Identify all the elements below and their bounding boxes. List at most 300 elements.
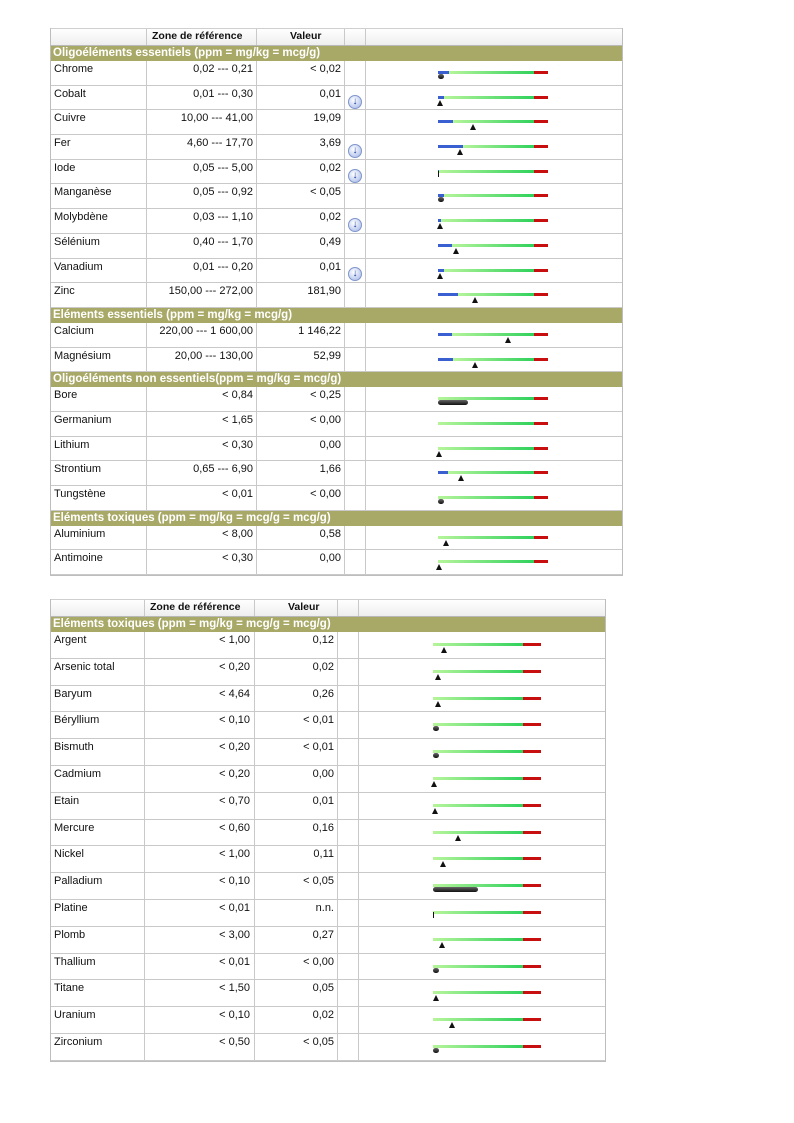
- table-row: [51, 632, 605, 659]
- reference-range: < 0,50: [219, 1035, 250, 1048]
- high-range-segment: [534, 170, 548, 173]
- normal-range-segment: [453, 120, 534, 123]
- high-range-segment: [534, 536, 548, 539]
- value-marker-icon: [433, 968, 439, 973]
- value-marker-icon: [443, 540, 449, 546]
- reference-range: < 0,20: [219, 767, 250, 780]
- header-ref-label: Zone de référence: [152, 30, 243, 42]
- range-bar: [438, 120, 548, 123]
- normal-range-segment: [433, 643, 523, 646]
- measured-value: < 0,01: [303, 714, 334, 727]
- range-bar: [438, 496, 548, 499]
- element-name: Chrome: [54, 63, 94, 75]
- reference-range: 0,01 --- 0,30: [193, 87, 253, 100]
- reference-range: < 0,84: [222, 389, 253, 402]
- normal-range-segment: [438, 536, 534, 539]
- element-name: Germanium: [54, 413, 112, 426]
- element-name: Iode: [54, 161, 76, 174]
- table-row: [51, 259, 622, 284]
- table-row: [51, 712, 605, 739]
- measured-value: 0,27: [312, 928, 334, 941]
- measured-value: < 0,05: [303, 1035, 334, 1048]
- element-name: Tungstène: [54, 488, 106, 500]
- low-range-segment: [438, 145, 463, 148]
- element-name: Sélénium: [54, 235, 100, 248]
- range-bar: [438, 244, 548, 247]
- range-bar: [438, 536, 548, 539]
- measured-value: < 0,05: [303, 875, 334, 888]
- reference-range: < 1,65: [222, 413, 253, 426]
- measured-value: 0,58: [319, 527, 341, 540]
- range-bar: [438, 71, 548, 74]
- element-name: Fer: [54, 137, 71, 150]
- high-range-segment: [534, 333, 548, 336]
- high-range-segment: [523, 1045, 541, 1048]
- range-bar: [433, 1045, 541, 1048]
- element-name: Bismuth: [54, 741, 94, 754]
- value-marker-icon: [433, 753, 439, 758]
- table-header: [51, 28, 622, 46]
- element-name: Uranium: [54, 1009, 96, 1022]
- normal-range-segment: [433, 777, 523, 780]
- high-range-segment: [534, 244, 548, 247]
- table-row: [51, 739, 605, 766]
- table-row: [51, 234, 622, 259]
- reference-range: < 0,20: [219, 741, 250, 754]
- value-marker-icon: [435, 701, 441, 707]
- normal-range-segment: [439, 170, 534, 173]
- measured-value: 0,00: [319, 438, 341, 451]
- range-bar: [438, 170, 548, 173]
- value-marker-icon: [455, 835, 461, 841]
- table-row: [51, 820, 605, 847]
- range-bar: [438, 333, 548, 336]
- table-row: [51, 954, 605, 981]
- normal-range-segment: [452, 244, 534, 247]
- section-header: Eléments toxiques (ppm = mg/kg = mcg/g = mcg/g): [51, 617, 605, 632]
- low-range-segment: [438, 333, 452, 336]
- normal-range-segment: [433, 723, 523, 726]
- element-name: Etain: [54, 794, 80, 807]
- normal-range-segment: [433, 804, 523, 807]
- element-name: Lithium: [54, 438, 90, 451]
- value-marker-icon: [436, 564, 442, 570]
- element-name: Vanadium: [54, 260, 103, 273]
- value-marker-icon: [436, 451, 442, 457]
- table-row: [51, 526, 622, 551]
- value-marker-icon: [433, 995, 439, 1001]
- measured-value: 0,00: [319, 552, 341, 565]
- normal-range-segment: [433, 750, 523, 753]
- range-bar: [438, 269, 548, 272]
- range-bar: [438, 293, 548, 296]
- table-row: [51, 86, 622, 111]
- normal-range-segment: [433, 991, 523, 994]
- reference-range: 20,00 --- 130,00: [174, 349, 253, 362]
- element-name: Nickel: [54, 848, 84, 861]
- high-range-segment: [534, 560, 548, 563]
- normal-range-segment: [438, 447, 534, 450]
- measured-value: 181,90: [307, 285, 341, 298]
- element-name: Strontium: [54, 463, 102, 476]
- arrow-down-icon: ↓: [348, 144, 362, 158]
- table-row: [51, 1007, 605, 1034]
- element-name: Arsenic total: [54, 660, 115, 673]
- header-value-label: Valeur: [288, 601, 320, 613]
- value-marker-icon: [437, 100, 443, 106]
- element-name: Titane: [54, 982, 85, 995]
- low-range-segment: [438, 471, 448, 474]
- element-name: Manganèse: [54, 186, 112, 199]
- reference-range: < 0,20: [219, 660, 250, 673]
- low-range-segment: [438, 244, 452, 247]
- normal-range-segment: [444, 269, 534, 272]
- element-name: Platine: [54, 901, 88, 914]
- reference-range: 0,65 --- 6,90: [193, 463, 253, 476]
- measured-value: 0,12: [312, 634, 334, 646]
- measured-value: 0,01: [312, 794, 334, 807]
- range-bar: [433, 670, 541, 673]
- element-name: Mercure: [54, 821, 95, 834]
- high-range-segment: [534, 358, 548, 361]
- table-row: [51, 1034, 605, 1061]
- measured-value: 1 146,22: [298, 324, 341, 337]
- table-row: [51, 846, 605, 873]
- normal-range-segment: [444, 96, 534, 99]
- reference-range: < 0,01: [219, 955, 250, 968]
- range-bar: [438, 447, 548, 450]
- reference-range: < 0,10: [219, 714, 250, 727]
- range-bar: [438, 422, 548, 425]
- element-name: Zinc: [54, 285, 75, 298]
- range-bar: [438, 219, 548, 222]
- value-marker-icon: [441, 647, 447, 653]
- range-bar: [433, 643, 541, 646]
- value-marker-icon: [433, 726, 439, 731]
- high-range-segment: [523, 777, 541, 780]
- normal-range-segment: [452, 333, 534, 336]
- value-marker-icon: [437, 223, 443, 229]
- range-bar: [433, 777, 541, 780]
- value-marker-icon: [458, 475, 464, 481]
- measured-value: 0,49: [319, 235, 341, 248]
- high-range-segment: [523, 643, 541, 646]
- value-marker-icon: [438, 171, 439, 177]
- normal-range-segment: [433, 857, 523, 860]
- table-row: [51, 686, 605, 713]
- section-header: Eléments toxiques (ppm = mg/kg = mcg/g = mcg/g): [51, 511, 622, 526]
- arrow-down-icon: ↓: [348, 95, 362, 109]
- element-name: Bore: [54, 389, 78, 402]
- table-row: [51, 793, 605, 820]
- range-bar: [433, 750, 541, 753]
- measured-value: 0,02: [312, 660, 334, 673]
- value-marker-icon: [438, 74, 444, 79]
- low-range-segment: [438, 358, 453, 361]
- value-marker-icon: [457, 149, 463, 155]
- high-range-segment: [534, 194, 548, 197]
- measured-value: 0,02: [319, 211, 341, 224]
- table-header: [51, 599, 605, 617]
- measured-value: 0,26: [312, 687, 334, 700]
- normal-range-segment: [433, 697, 523, 700]
- value-marker-icon: [433, 887, 478, 892]
- range-bar: [438, 194, 548, 197]
- element-name: Calcium: [54, 324, 94, 337]
- reference-range: 0,40 --- 1,70: [193, 235, 253, 248]
- table-row: [51, 659, 605, 686]
- element-name: Baryum: [54, 687, 92, 700]
- high-range-segment: [523, 804, 541, 807]
- header-value-label: Valeur: [290, 30, 322, 42]
- normal-range-segment: [438, 422, 534, 425]
- high-range-segment: [523, 938, 541, 941]
- measured-value: 52,99: [313, 349, 341, 362]
- high-range-segment: [534, 447, 548, 450]
- value-marker-icon: [505, 337, 511, 343]
- range-bar: [433, 857, 541, 860]
- low-range-segment: [438, 293, 458, 296]
- high-range-segment: [534, 471, 548, 474]
- high-range-segment: [534, 269, 548, 272]
- reference-range: 0,03 --- 1,10: [193, 211, 253, 224]
- table-row: [51, 927, 605, 954]
- normal-range-segment: [433, 911, 523, 914]
- high-range-segment: [523, 911, 541, 914]
- value-marker-icon: [439, 942, 445, 948]
- section-header: Oligoéléments non essentiels(ppm = mg/kg = mcg/g): [51, 372, 622, 387]
- measured-value: < 0,00: [303, 955, 334, 968]
- measured-value: < 0,05: [310, 186, 341, 199]
- reference-range: 150,00 --- 272,00: [168, 285, 253, 298]
- measured-value: 0,11: [313, 848, 334, 861]
- measured-value: 3,69: [319, 137, 341, 150]
- low-range-segment: [438, 120, 453, 123]
- measured-value: 0,02: [312, 1009, 334, 1022]
- element-name: Aluminium: [54, 527, 106, 540]
- measured-value: 0,05: [312, 982, 334, 995]
- element-name: Molybdène: [54, 211, 108, 224]
- range-bar: [438, 560, 548, 563]
- element-name: Antimoine: [54, 552, 103, 565]
- range-bar: [433, 723, 541, 726]
- range-bar: [433, 965, 541, 968]
- element-name: Thallium: [54, 955, 96, 968]
- reference-range: 4,60 --- 17,70: [186, 137, 253, 150]
- table-row: [51, 348, 622, 373]
- table-row: [51, 135, 622, 160]
- range-bar: [433, 1018, 541, 1021]
- range-bar: [433, 938, 541, 941]
- table-row: [51, 209, 622, 234]
- range-bar: [433, 831, 541, 834]
- table-row: [51, 486, 622, 511]
- value-marker-icon: [440, 861, 446, 867]
- reference-range: < 8,00: [222, 527, 253, 540]
- table-row: [51, 387, 622, 412]
- high-range-segment: [534, 397, 548, 400]
- high-range-segment: [534, 120, 548, 123]
- reference-range: < 0,01: [219, 901, 250, 914]
- normal-range-segment: [433, 965, 523, 968]
- measured-value: n.n.: [315, 901, 334, 914]
- table-row: [51, 412, 622, 437]
- trace-elements-table-2: [50, 599, 606, 1062]
- element-name: Cadmium: [54, 767, 102, 780]
- range-bar: [438, 96, 548, 99]
- reference-range: 0,05 --- 0,92: [193, 186, 253, 199]
- element-name: Palladium: [54, 875, 103, 888]
- table-row: [51, 61, 622, 86]
- measured-value: 0,16: [312, 821, 334, 834]
- value-marker-icon: [472, 297, 478, 303]
- value-marker-icon: [433, 912, 434, 918]
- table-row: [51, 873, 605, 900]
- value-marker-icon: [438, 499, 444, 504]
- range-bar: [433, 911, 541, 914]
- value-marker-icon: [431, 781, 437, 787]
- section-header: Oligoéléments essentiels (ppm = mg/kg = mcg/g): [51, 46, 622, 61]
- reference-range: 0,05 --- 5,00: [193, 161, 253, 174]
- reference-range: 10,00 --- 41,00: [180, 112, 253, 125]
- high-range-segment: [523, 831, 541, 834]
- measured-value: 19,09: [313, 112, 341, 125]
- high-range-segment: [523, 884, 541, 887]
- section-header: Eléments essentiels (ppm = mg/kg = mcg/g): [51, 308, 622, 323]
- normal-range-segment: [433, 670, 523, 673]
- high-range-segment: [534, 496, 548, 499]
- value-marker-icon: [435, 674, 441, 680]
- normal-range-segment: [438, 496, 534, 499]
- table-row: [51, 184, 622, 209]
- normal-range-segment: [433, 831, 523, 834]
- table-row: [51, 980, 605, 1007]
- reference-range: < 0,01: [222, 488, 253, 500]
- arrow-down-icon: ↓: [348, 267, 362, 281]
- reference-range: < 0,60: [219, 821, 250, 834]
- value-marker-icon: [438, 400, 468, 405]
- table-row: [51, 283, 622, 308]
- normal-range-segment: [433, 1018, 523, 1021]
- reference-range: < 0,30: [222, 552, 253, 565]
- normal-range-segment: [458, 293, 534, 296]
- normal-range-segment: [444, 194, 534, 197]
- high-range-segment: [534, 71, 548, 74]
- table-row: [51, 461, 622, 486]
- high-range-segment: [523, 1018, 541, 1021]
- table-row: [51, 437, 622, 462]
- high-range-segment: [534, 219, 548, 222]
- normal-range-segment: [449, 71, 534, 74]
- reference-range: < 1,50: [219, 982, 250, 995]
- table-row: [51, 110, 622, 135]
- normal-range-segment: [438, 560, 534, 563]
- high-range-segment: [523, 750, 541, 753]
- table-row: [51, 160, 622, 185]
- measured-value: < 0,00: [310, 413, 341, 426]
- measured-value: 1,66: [319, 463, 341, 476]
- range-bar: [438, 471, 548, 474]
- value-marker-icon: [437, 273, 443, 279]
- measured-value: 0,00: [312, 767, 334, 780]
- table-row: [51, 323, 622, 348]
- trace-elements-table-1: [50, 28, 623, 576]
- reference-range: < 0,70: [219, 794, 250, 807]
- high-range-segment: [534, 145, 548, 148]
- reference-range: < 4,64: [219, 687, 250, 700]
- high-range-segment: [523, 697, 541, 700]
- normal-range-segment: [448, 471, 534, 474]
- range-bar: [433, 697, 541, 700]
- measured-value: < 0,02: [310, 63, 341, 75]
- high-range-segment: [523, 857, 541, 860]
- range-bar: [433, 804, 541, 807]
- range-bar: [433, 991, 541, 994]
- value-marker-icon: [472, 362, 478, 368]
- reference-range: < 1,00: [219, 848, 250, 861]
- high-range-segment: [523, 991, 541, 994]
- element-name: Cuivre: [54, 112, 86, 125]
- reference-range: 0,01 --- 0,20: [193, 260, 253, 273]
- reference-range: 220,00 --- 1 600,00: [159, 324, 253, 337]
- range-bar: [438, 358, 548, 361]
- high-range-segment: [523, 670, 541, 673]
- element-name: Zirconium: [54, 1035, 103, 1048]
- reference-range: < 0,30: [222, 438, 253, 451]
- header-ref-label: Zone de référence: [150, 601, 241, 613]
- normal-range-segment: [463, 145, 534, 148]
- measured-value: < 0,25: [310, 389, 341, 402]
- table-row: [51, 900, 605, 927]
- element-name: Plomb: [54, 928, 86, 941]
- value-marker-icon: [453, 248, 459, 254]
- value-marker-icon: [470, 124, 476, 130]
- table-row: [51, 766, 605, 793]
- value-marker-icon: [449, 1022, 455, 1028]
- normal-range-segment: [433, 938, 523, 941]
- measured-value: < 0,01: [303, 741, 334, 754]
- arrow-down-icon: ↓: [348, 169, 362, 183]
- reference-range: < 3,00: [219, 928, 250, 941]
- normal-range-segment: [433, 1045, 523, 1048]
- measured-value: 0,01: [319, 260, 341, 273]
- normal-range-segment: [453, 358, 534, 361]
- high-range-segment: [534, 422, 548, 425]
- normal-range-segment: [441, 219, 534, 222]
- measured-value: < 0,00: [310, 488, 341, 500]
- value-marker-icon: [438, 197, 444, 202]
- reference-range: < 1,00: [219, 634, 250, 646]
- element-name: Magnésium: [54, 349, 111, 362]
- measured-value: 0,01: [319, 87, 341, 100]
- element-name: Argent: [54, 634, 87, 646]
- reference-range: < 0,10: [219, 875, 250, 888]
- range-bar: [438, 145, 548, 148]
- value-marker-icon: [432, 808, 438, 814]
- arrow-down-icon: ↓: [348, 218, 362, 232]
- element-name: Cobalt: [54, 87, 86, 100]
- high-range-segment: [534, 293, 548, 296]
- measured-value: 0,02: [319, 161, 341, 174]
- high-range-segment: [534, 96, 548, 99]
- high-range-segment: [523, 965, 541, 968]
- high-range-segment: [523, 723, 541, 726]
- reference-range: < 0,10: [219, 1009, 250, 1022]
- reference-range: 0,02 --- 0,21: [193, 63, 253, 75]
- element-name: Béryllium: [54, 714, 100, 727]
- value-marker-icon: [433, 1048, 439, 1053]
- table-row: [51, 550, 622, 575]
